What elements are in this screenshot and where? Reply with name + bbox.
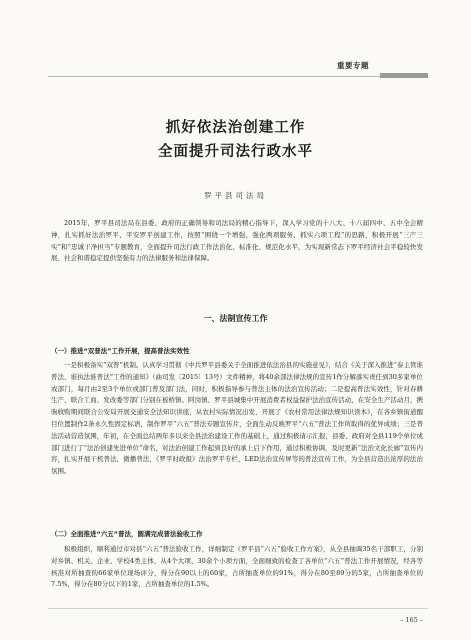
subsection-heading-2: （二）全面推进“六五”普法，圆满完成普法验收工作 [51, 530, 203, 538]
subsection-paragraph-2: 积极组织，顺利通过市对县“六五”普法验收工作，详细制定《罗平县“六五”验收工作方案》，从全县抽调35名干部职工，分别对乡镇、机关、企业、学校4类主体，从4个大项、30余个小项方面，全面细致的检查了各单位“六五”普法工作开展情况，经各等核准对所抽查的66家单位现场评分，得分在90以上的60家，占所抽查单位的91%，得分在80至89分的5家，占所抽查单位的7.5%，得分在80分以下的1家，占所抽查单位的1.5%。 [51, 545, 423, 589]
subsection-heading-1: （一）推进“双普法”工作开展，提高普法实效性 [51, 347, 190, 355]
header-rule-accent [380, 73, 428, 78]
article-title-line2: 全面提升司法行政水平 [158, 143, 313, 160]
article-title-line1: 抓好依法治创建工作 [165, 119, 306, 136]
article-author: 罗平县司法局 [204, 191, 267, 200]
section-tag: 重要专题 [337, 61, 369, 70]
section-heading: 一、法制宣传工作 [203, 314, 268, 323]
header-rule [48, 76, 428, 77]
subsection-paragraph-1: 一是积极备实“双普”机制。认真学习贯彻《中共罗平县委关于全面推进依法治县的实施意见》，结合《关于深入推进“泰主管谁普法、谁执法谁普法”工作的通知》（曲司发〔2015〕13号）文件精神，将40余部法律法规的宣传1作分解落实责任到30多家单位或部门，每月由2至3个单位或部门普及部门法，同时，积极指导参与普法主体的法治宣传活动；二是提高普法实效性，针对春耕生产、联合工商、发改委等部门分别在板桥镇、阿岗镇、罗平县城集中开展消费者权益保护法治宣传活动，在安全生产活动月，携驹收购期间联合公安局开展交通安全法知识讲座，从农村实际情况出发，开展了《农村常用法律法规知识读本》，在各乡镇街道醒目位置制作2条永久性固定标语，制作罗平“六五”普法专题宣传片，全面生动反映罗平“六五”普法工作所取得的优异成绩；三是普法活动营造氛围，年初，在全面总结两年多以来全县法治建设工作的基础上，通过积极请示汇报，县委、政府对全县119个单位或部门进行了“法治创建先进单位”命名，对法治创建工作起到良好的承上启下作用，通过积极协调，及时更新“法治文化长廊”宣传内容，扎实开展干机普法，微播普法，《罗平时政报》法治罗平专栏，LED法治宣传屏等的普法宣传工作，为全县营造出浓厚的法治氛围。 [51, 361, 423, 476]
footer-rule [48, 608, 428, 609]
intro-paragraph: 2015年，罗平县司法局在县委、政府的正确领导和司法局的精心指导下，深入学习党的十八大、十八届四中、五中全会精神，扎实抓好法治罗平、平安罗平创建工作，按照“围绕一个增强、强化两项服务、抓实六项工程”的思路，积极开展“三产三实”和“忠诚干净担当”专题教育，全面提升司法行政工作法治化、标准化、规范化水平，为实现新常态下罗平经济社会平稳较快发展、社会和谐稳定提供坚强有力的法律服务和法律保障。 [51, 219, 423, 263]
page-number: – 165 – [400, 616, 424, 624]
